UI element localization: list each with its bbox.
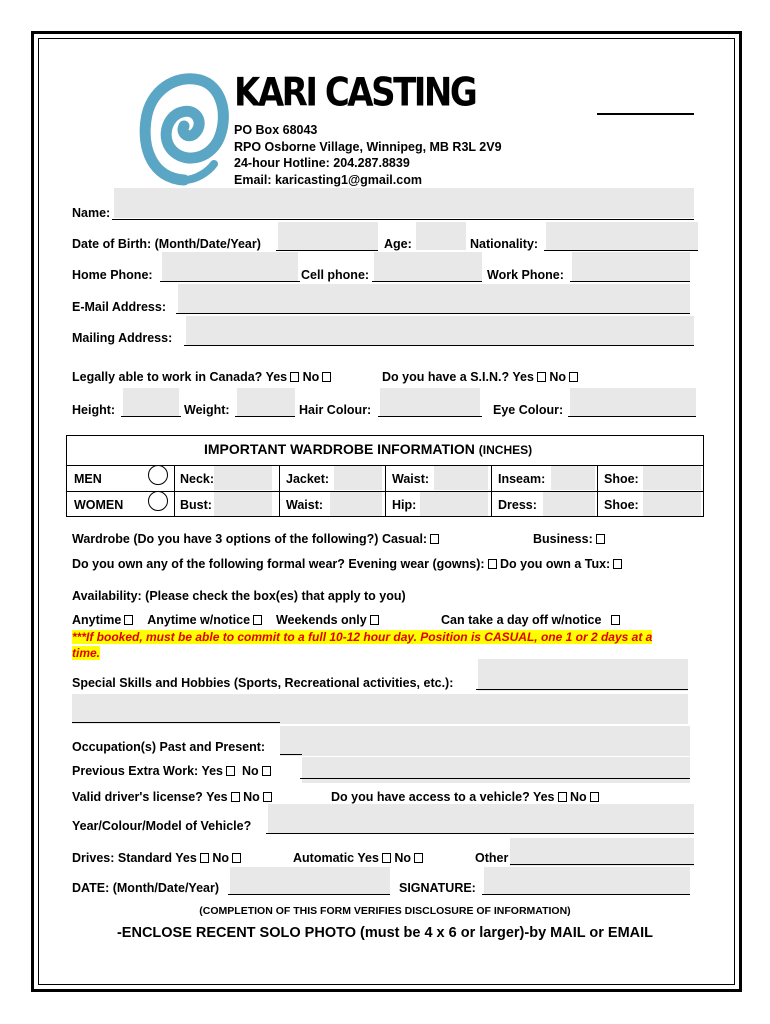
age-field[interactable] [416,222,466,250]
formal-wear-row [72,557,622,572]
table-divider [597,465,598,517]
radio-circle-icon[interactable] [148,465,168,485]
nationality-field[interactable] [546,222,698,250]
table-divider [385,465,386,517]
drives-standard-label: Drives: Standard Yes [72,851,197,865]
vehicle-model-underline [266,833,694,834]
radio-circle-icon[interactable] [148,491,168,511]
women-label: WOMEN [74,498,124,512]
email-underline [176,313,690,314]
jacket-field[interactable] [334,466,382,490]
checkbox-icon[interactable] [253,615,262,625]
name-field[interactable] [114,188,694,218]
checkbox-icon[interactable] [611,615,620,625]
shoe-men-field[interactable] [643,466,701,490]
address-line: 24-hour Hotline: 204.287.8839 [234,156,410,170]
date-label: DATE: (Month/Date/Year) [72,881,219,895]
occupation-label: Occupation(s) Past and Present: [72,740,266,754]
wardrobe-title-text: IMPORTANT WARDROBE INFORMATION [204,441,475,457]
dob-label: Date of Birth: (Month/Date/Year) [72,237,261,251]
formal-wear-label: Do you own any of the following formal wear? Evening wear (gowns): [72,557,485,571]
form-number-line[interactable] [597,113,694,115]
automatic-row [293,851,423,866]
height-field[interactable] [123,388,179,416]
neck-label: Neck: [180,472,215,486]
no-label: No [241,764,259,778]
mailing-underline [184,345,694,346]
checkbox-icon[interactable] [232,853,241,863]
mailing-field[interactable] [186,316,694,346]
wardrobe-options-row [72,532,439,547]
height-underline [121,416,181,417]
checkbox-icon[interactable] [414,853,423,863]
hip-field[interactable] [420,492,488,516]
no-label: No [549,370,567,384]
checkbox-icon[interactable] [590,792,599,802]
booking-warning [72,629,652,661]
checkbox-icon[interactable] [569,372,578,382]
email-field[interactable] [178,284,690,314]
weight-field[interactable] [237,388,295,416]
home-phone-field[interactable] [162,252,298,282]
extra-work-row [72,764,271,779]
shoe-label: Shoe: [604,498,639,512]
day-off-row [441,613,620,628]
inseam-field[interactable] [551,466,595,490]
nationality-underline [544,250,698,251]
waist-women-field[interactable] [330,492,382,516]
warning-line: time. [72,646,101,660]
inseam-label: Inseam: [498,472,546,486]
table-divider [174,465,175,517]
other-underline [510,864,694,865]
shoe-women-field[interactable] [643,492,701,516]
day-off-label: Can take a day off w/notice [441,613,602,627]
hair-colour-label: Hair Colour: [299,403,372,417]
checkbox-icon[interactable] [382,853,391,863]
no-label: No [569,790,587,804]
checkbox-icon[interactable] [290,372,299,382]
extra-work-underline [300,778,690,779]
address-line: Email: karicasting1@gmail.com [234,172,422,187]
signature-underline [482,894,690,895]
checkbox-icon[interactable] [231,792,240,802]
skills-field-2[interactable] [72,694,688,724]
bust-field[interactable] [214,492,272,516]
work-eligibility-label: Legally able to work in Canada? Yes [72,370,288,384]
work-phone-field[interactable] [572,252,690,282]
work-phone-label: Work Phone: [487,268,564,282]
age-label: Age: [384,237,412,251]
tux-label: Do you own a Tux: [500,557,611,571]
automatic-label: Automatic Yes [293,851,379,865]
checkbox-icon[interactable] [488,559,497,569]
nationality-label: Nationality: [470,237,539,251]
hip-label: Hip: [392,498,417,512]
availability-row [72,613,379,628]
checkbox-icon[interactable] [430,534,439,544]
skills-label: Special Skills and Hobbies (Sports, Recreational activities, etc.): [72,676,454,690]
height-label: Height: [72,403,116,417]
checkbox-icon[interactable] [262,766,271,776]
weight-label: Weight: [184,403,230,417]
business-row [533,532,605,547]
checkbox-icon[interactable] [370,615,379,625]
shoe-label: Shoe: [604,472,639,486]
warning-line: ***If booked, must be able to commit to a full 10-12 hour day. Position is CASUAL, one 1 or 2 days at a [72,630,653,644]
table-divider [279,465,280,517]
extra-work-field[interactable] [302,757,690,783]
photo-note: -ENCLOSE RECENT SOLO PHOTO (must be 4 x 6 or larger)-by MAIL or EMAIL [116,925,654,941]
table-divider [491,465,492,517]
vehicle-access-row [331,790,599,805]
name-underline [112,219,694,220]
checkbox-icon[interactable] [558,792,567,802]
mailing-label: Mailing Address: [72,331,173,345]
cell-phone-field[interactable] [374,252,482,282]
weight-underline [235,416,295,417]
no-label: No [243,790,260,804]
address-block [234,122,502,188]
eye-colour-underline [568,416,696,417]
anytime-label: Anytime [72,613,122,627]
cell-phone-underline [372,281,482,282]
home-phone-underline [160,281,300,282]
anytime-notice-label: Anytime w/notice [147,613,251,627]
no-label: No [302,370,320,384]
skills-underline-2 [72,722,280,723]
drives-other-field[interactable] [510,838,694,866]
checkbox-icon[interactable] [596,534,605,544]
signature-field[interactable] [484,867,690,895]
email-label: E-Mail Address: [72,300,167,314]
work-eligibility-row [72,370,331,385]
date-underline [228,894,390,895]
address-line: PO Box 68043 [234,123,318,137]
license-label: Valid driver's license? Yes [72,790,228,804]
business-label: Business: [533,532,593,546]
work-phone-underline [570,281,690,282]
home-phone-label: Home Phone: [72,268,153,282]
signature-label: SIGNATURE: [399,881,476,895]
checkbox-icon[interactable] [200,853,209,863]
vehicle-access-label: Do you have access to a vehicle? Yes [331,790,555,804]
dob-field[interactable] [278,222,378,250]
no-label: No [212,851,229,865]
checkbox-icon[interactable] [613,559,622,569]
checkbox-icon[interactable] [124,615,133,625]
sin-row [382,370,578,385]
checkbox-icon[interactable] [322,372,331,382]
wardrobe-units: (INCHES) [478,443,533,457]
occupation-underline [280,754,302,755]
license-row [72,790,272,805]
waist-label: Waist: [286,498,324,512]
skills-underline [476,689,688,690]
other-label: Other [475,851,509,865]
no-label: No [394,851,412,865]
jacket-label: Jacket: [286,472,330,486]
hair-colour-field[interactable] [380,388,480,416]
dress-label: Dress: [498,498,537,512]
wardrobe-table-title [204,442,532,458]
neck-field[interactable] [214,466,272,490]
weekends-label: Weekends only [275,613,367,627]
checkbox-icon[interactable] [226,766,235,776]
company-title: KARI CASTING [234,70,476,116]
waist-men-field[interactable] [434,466,488,490]
address-line: RPO Osborne Village, Winnipeg, MB R3L 2V9 [234,139,502,154]
hair-colour-underline [378,416,482,417]
eye-colour-label: Eye Colour: [493,403,564,417]
bust-label: Bust: [180,498,212,512]
eye-colour-field[interactable] [570,388,696,416]
men-label: MEN [74,472,102,486]
dob-underline [276,250,378,251]
wardrobe-options-label: Wardrobe (Do you have 3 options of the following?) Casual: [72,532,428,546]
vehicle-model-label: Year/Colour/Model of Vehicle? [72,819,252,833]
checkbox-icon[interactable] [537,372,546,382]
vehicle-model-field[interactable] [268,804,694,834]
sin-label: Do you have a S.I.N.? Yes [382,370,534,384]
name-label: Name: [72,206,111,220]
drives-row [72,851,241,866]
checkbox-icon[interactable] [263,792,272,802]
skills-field[interactable] [478,659,688,691]
availability-heading: Availability: (Please check the box(es) that apply to you) [72,589,406,603]
dress-field[interactable] [543,492,595,516]
extra-work-label: Previous Extra Work: Yes [72,764,224,778]
cell-phone-label: Cell phone: [301,268,370,282]
date-field[interactable] [230,867,390,895]
occupation-field[interactable] [280,726,690,756]
waist-label: Waist: [392,472,430,486]
swirl-logo-icon [138,68,230,190]
disclosure-note: (COMPLETION OF THIS FORM VERIFIES DISCLOSURE OF INFORMATION) [199,905,571,917]
